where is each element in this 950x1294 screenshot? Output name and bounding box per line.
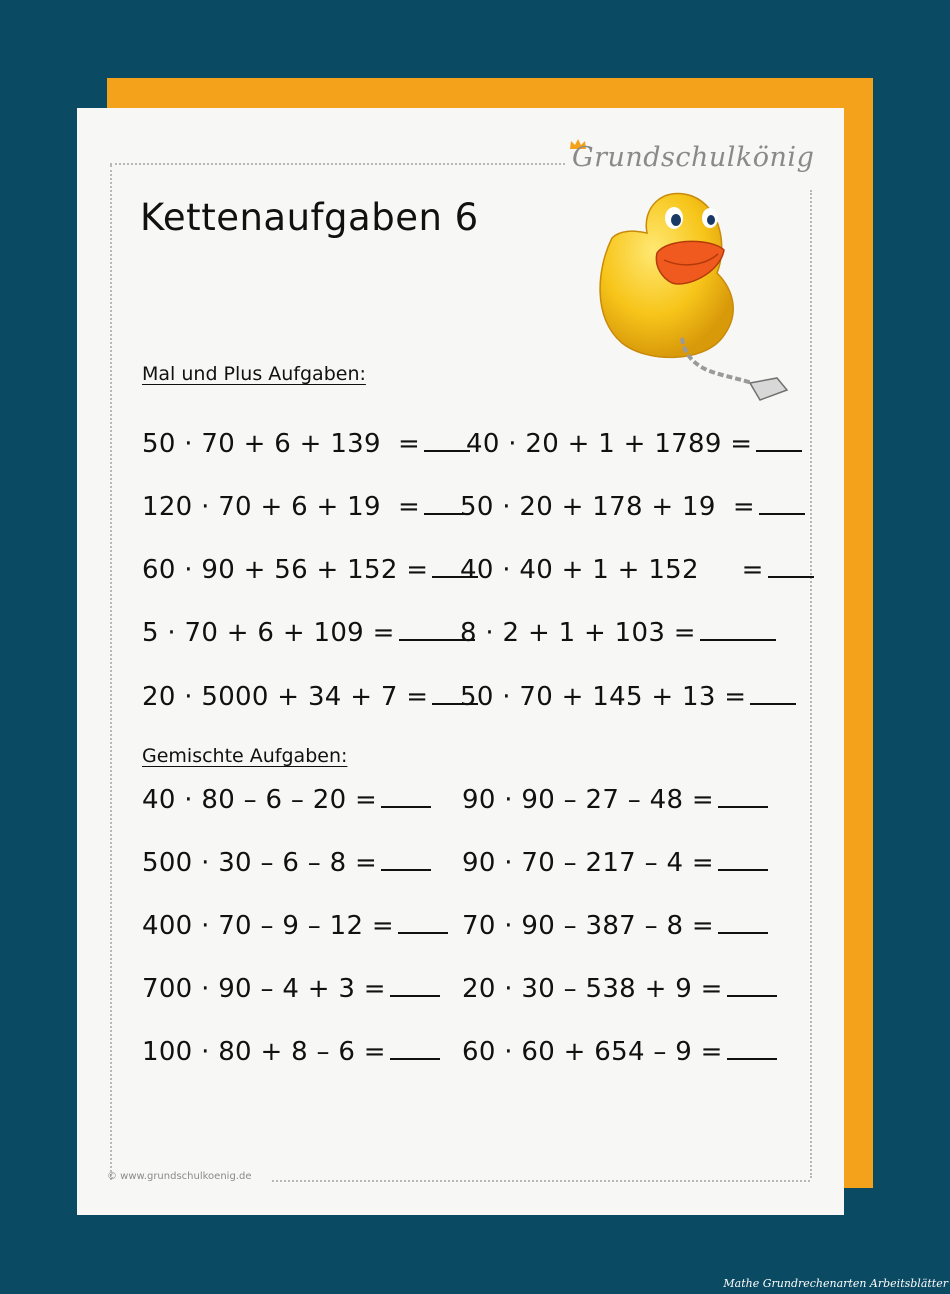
problem: 40 · 20 + 1 + 1789 = bbox=[466, 428, 802, 459]
border-right bbox=[810, 190, 812, 1178]
problem: 50 · 20 + 178 + 19 = bbox=[460, 491, 805, 522]
problem: 400 · 70 – 9 – 12 = bbox=[142, 910, 448, 941]
border-top bbox=[110, 163, 565, 165]
answer-blank[interactable] bbox=[424, 428, 470, 452]
rubber-duck-icon bbox=[592, 178, 802, 423]
answer-blank[interactable] bbox=[768, 554, 814, 578]
problem: 90 · 70 – 217 – 4 = bbox=[462, 847, 768, 878]
answer-blank[interactable] bbox=[750, 681, 796, 705]
answer-blank[interactable] bbox=[727, 1036, 777, 1060]
problem: 120 · 70 + 6 + 19 = bbox=[142, 491, 470, 522]
problem: 50 · 70 + 145 + 13 = bbox=[460, 681, 796, 712]
answer-blank[interactable] bbox=[718, 784, 768, 808]
problem: 90 · 90 – 27 – 48 = bbox=[462, 784, 768, 815]
problem: 70 · 90 – 387 – 8 = bbox=[462, 910, 768, 941]
answer-blank[interactable] bbox=[700, 617, 776, 641]
answer-blank[interactable] bbox=[718, 847, 768, 871]
copyright-text: © www.grundschulkoenig.de bbox=[107, 1171, 252, 1182]
image-caption: Mathe Grundrechenarten Arbeitsblätter bbox=[723, 1277, 948, 1290]
problem: 500 · 30 – 6 – 8 = bbox=[142, 847, 431, 878]
page-title: Kettenaufgaben 6 bbox=[140, 196, 479, 239]
answer-blank[interactable] bbox=[381, 784, 431, 808]
answer-blank[interactable] bbox=[381, 847, 431, 871]
border-left bbox=[110, 165, 112, 1180]
answer-blank[interactable] bbox=[756, 428, 802, 452]
problem: 40 · 80 – 6 – 20 = bbox=[142, 784, 431, 815]
brand-logo: Grundschulkönig bbox=[572, 142, 815, 173]
answer-blank[interactable] bbox=[718, 910, 768, 934]
problem: 20 · 5000 + 34 + 7 = bbox=[142, 681, 478, 712]
section-heading-gemischte: Gemischte Aufgaben: bbox=[142, 745, 348, 767]
problem: 5 · 70 + 6 + 109 = bbox=[142, 617, 475, 648]
answer-blank[interactable] bbox=[727, 973, 777, 997]
problem: 20 · 30 – 538 + 9 = bbox=[462, 973, 777, 1004]
answer-blank[interactable] bbox=[390, 973, 440, 997]
answer-blank[interactable] bbox=[759, 491, 805, 515]
problem: 60 · 90 + 56 + 152 = bbox=[142, 554, 478, 585]
problem: 60 · 60 + 654 – 9 = bbox=[462, 1036, 777, 1067]
problem: 8 · 2 + 1 + 103 = bbox=[460, 617, 776, 648]
problem: 100 · 80 + 8 – 6 = bbox=[142, 1036, 440, 1067]
border-bottom bbox=[272, 1180, 810, 1182]
problem: 50 · 70 + 6 + 139 = bbox=[142, 428, 470, 459]
answer-blank[interactable] bbox=[390, 1036, 440, 1060]
problem: 700 · 90 – 4 + 3 = bbox=[142, 973, 440, 1004]
section-heading-mal-plus: Mal und Plus Aufgaben: bbox=[142, 363, 366, 385]
answer-blank[interactable] bbox=[398, 910, 448, 934]
problem: 40 · 40 + 1 + 152 = bbox=[460, 554, 814, 585]
